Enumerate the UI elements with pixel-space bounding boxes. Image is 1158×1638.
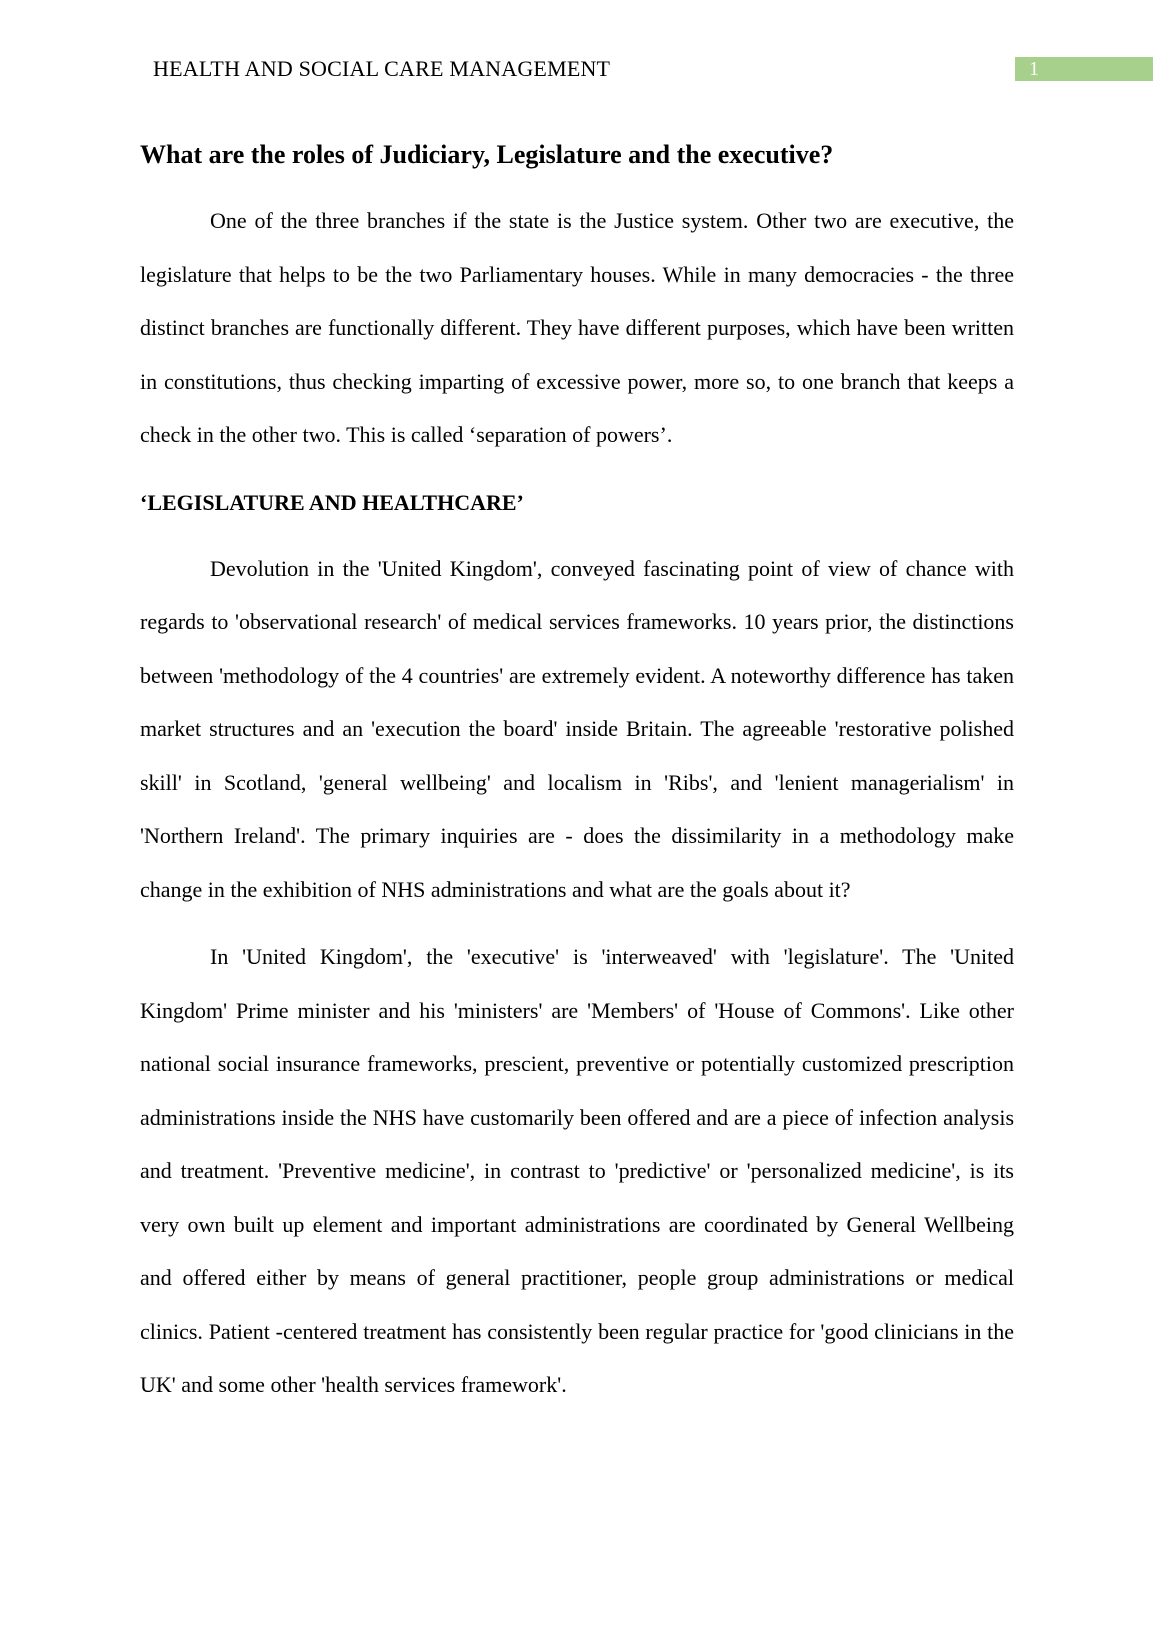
page-header xyxy=(0,56,1158,82)
document-body xyxy=(140,136,1014,1426)
section-heading: ‘LEGISLATURE AND HEALTHCARE’ xyxy=(140,489,524,515)
body-paragraph-devolution: Devolution in the 'United Kingdom', conveyed fascinating point of view of chance with regards to 'observational research' of medical services frameworks. 10 years prior, the distinctions between 'methodology of the 4 countries' are extremely evident. A noteworthy difference has taken market structures and an 'execution the board' inside Britain. The agreeable 'restorative polished skill' in Scotland, 'general wellbeing' and localism in 'Ribs', and 'lenient managerialism' in 'Northern Ireland'. The primary inquiries are - does the dissimilarity in a methodology make change in the exhibition of NHS administrations and what are the goals about it? xyxy=(140,555,1014,902)
intro-paragraph: One of the three branches if the state is the Justice system. Other two are executive, the legislature that helps to be the two Parliamentary houses. While in many democracies - the three distinct branches are functionally different. They have different purposes, which have been written in constitutions, thus checking imparting of excessive power, more so, to one branch that keeps a check in the other two. This is called ‘separation of powers’. xyxy=(140,208,1014,447)
page-title: What are the roles of Judiciary, Legislature and the executive? xyxy=(140,140,834,169)
body-paragraph-executive: In 'United Kingdom', the 'executive' is 'interweaved' with 'legislature'. The 'United Kingdom' Prime minister and his 'ministers' are 'Members' of 'House of Commons'. Like other national social insurance frameworks, prescient, preventive or potentially customized prescription administrations inside the NHS have customarily been offered and are a piece of infection analysis and treatment. 'Preventive medicine', in contrast to 'predictive' or 'personalized medicine', is its very own built up element and important administrations are coordinated by General Wellbeing and offered either by means of general practitioner, people group administrations or medical clinics. Patient -centered treatment has consistently been regular practice for 'good clinicians in the UK' and some other 'health services framework'. xyxy=(140,944,1014,1397)
running-head: HEALTH AND SOCIAL CARE MANAGEMENT xyxy=(153,56,611,81)
page-number: 1 xyxy=(1015,57,1153,81)
